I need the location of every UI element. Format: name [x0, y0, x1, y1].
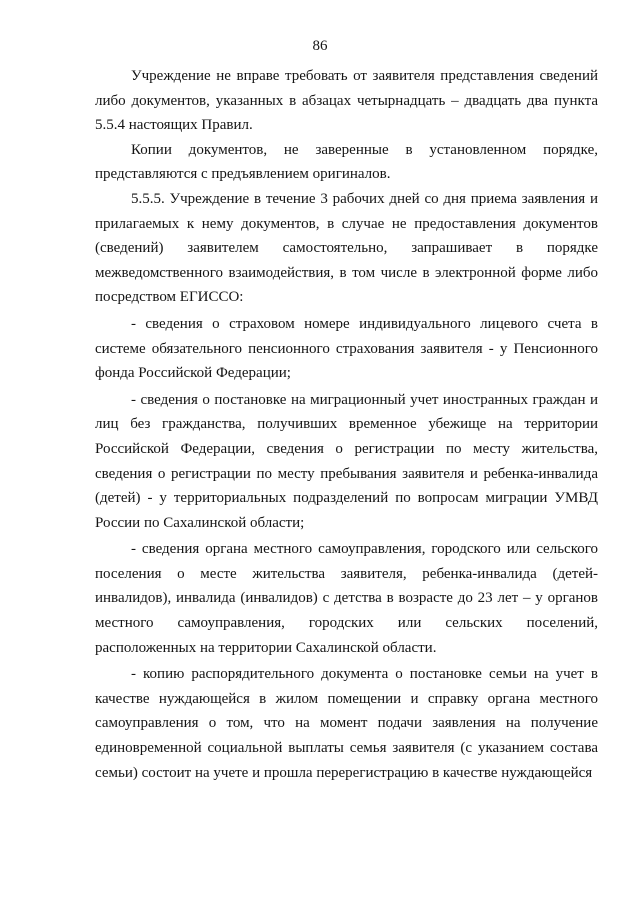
paragraph-6: - сведения органа местного самоуправления, городского или сельского поселения о месте жительства заявителя, ребенка-инвалида (детей-инвалидов), инвалида (инвалидов) с детства в возрасте до 23 лет – у органов местного самоуправления, городских или сельских поселений, расположенных на территории Сахалинской области. — [95, 541, 598, 656]
paragraph-1: Учреждение не вправе требовать от заявителя представления сведений либо документов, указанных в абзацах четырнадцать – двадцать два пункта 5.5.4 настоящих Правил. — [95, 68, 598, 134]
page-number: 86 — [312, 38, 328, 54]
document-body — [95, 64, 598, 785]
paragraph-7: - копию распорядительного документа о постановке семьи на учет в качестве нуждающейся в жилом помещении и справку органа местного самоуправления о том, что на момент подачи заявления на получение единовременной социальной выплаты семья заявителя (с указанием состава семьи) состоит на учете и прошла перерегистрацию в качестве нуждающейся — [95, 666, 598, 781]
paragraph-2: Копии документов, не заверенные в установленном порядке, представляются с предъявлением оригиналов. — [95, 141, 598, 183]
paragraph-4: - сведения о страховом номере индивидуального лицевого счета в системе обязательного пенсионного страхования заявителя - у Пенсионного фонда Российской Федерации; — [95, 315, 598, 382]
paragraph-5: - сведения о постановке на миграционный учет иностранных граждан и лиц без гражданства, получивших временное убежище на территории Российской Федерации, сведения о регистрации по месту жительства, сведения о регистрации по месту пребывания заявителя и ребенка-инвалида (детей) - у территориальных подразделений по вопросам миграции УМВД России по Сахалинской области; — [95, 391, 598, 531]
paragraph-3: 5.5.5. Учреждение в течение 3 рабочих дней со дня приема заявления и прилагаемых к нему документов, в случае не предоставления документов (сведений) заявителем самостоятельно, запрашивает в порядке межведомственного взаимодействия, в том числе в электронной форме либо посредством ЕГИССО: — [95, 190, 598, 306]
